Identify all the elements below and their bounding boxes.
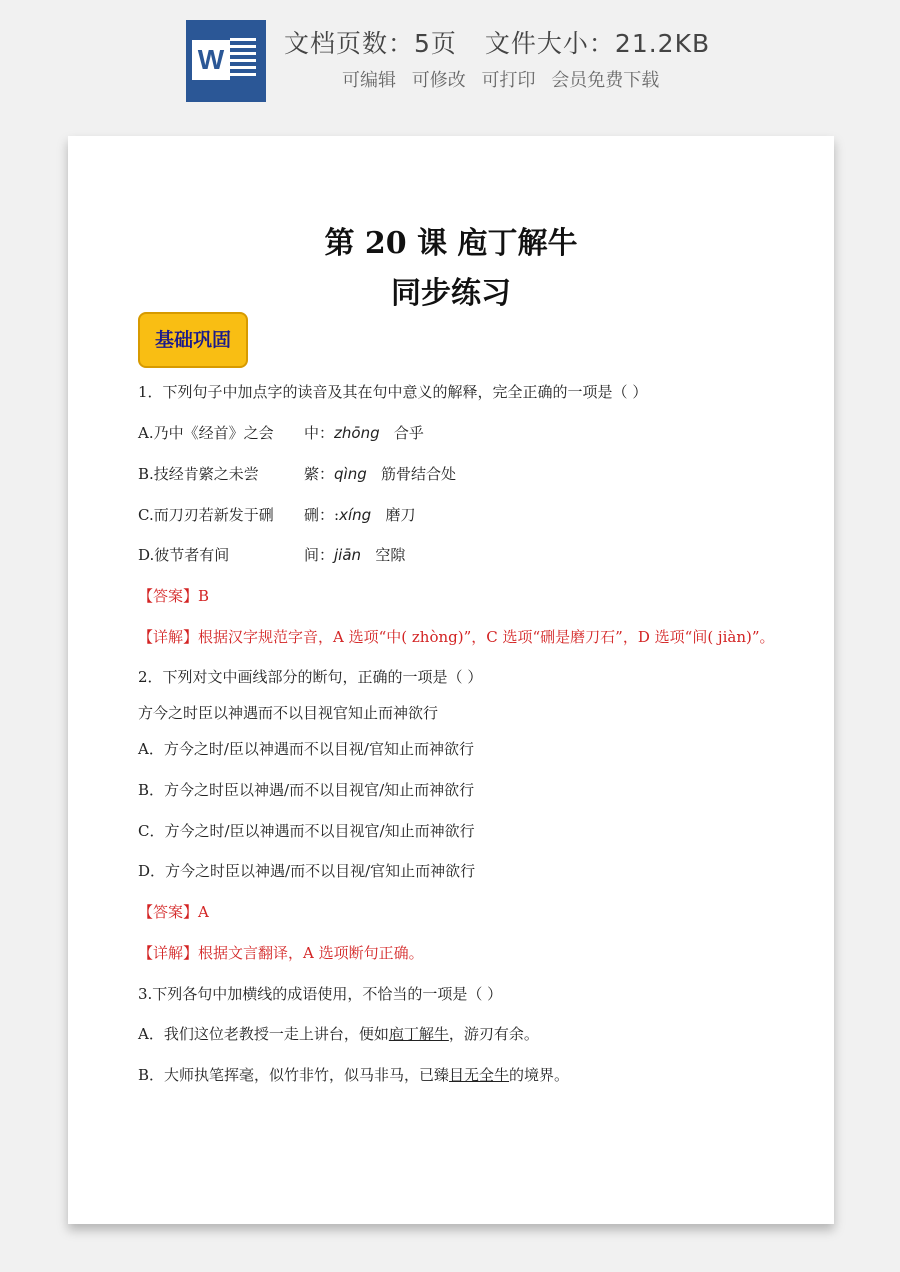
page-count: 文档页数：5页 xyxy=(284,29,457,58)
q2-option-d: D．方今之时臣以神遇/而不以目视/官知止而神欲行 xyxy=(138,862,476,880)
q2-source: 方今之时臣以神遇而不以目视官知止而神欲行 xyxy=(138,704,439,722)
word-icon: W xyxy=(186,20,266,102)
doc-meta xyxy=(284,24,710,60)
q3-b-idiom: 目无全牛 xyxy=(449,1066,510,1084)
q1-option-a: A.乃中《经首》之会 中：zhōng 合乎 xyxy=(138,424,424,442)
q2-option-b: B．方今之时臣以神遇/而不以目视官/知止而神欲行 xyxy=(138,781,475,799)
q3-option-a: A．我们这位老教授一走上讲台，便如庖丁解牛，游刃有余。 xyxy=(138,1025,539,1043)
document-page xyxy=(68,136,834,1224)
q2-explanation: 【详解】根据文言翻译，A 选项断句正确。 xyxy=(138,944,424,962)
feature-editable: 可编辑 xyxy=(342,70,396,91)
q1-explanation: 【详解】根据汉字规范字音，A 选项“中( zhòng)”，C 选项“硎是磨刀石”，D 选项“间( jiàn)”。 xyxy=(138,628,775,646)
feature-free-download: 会员免费下载 xyxy=(551,70,660,91)
feature-list xyxy=(342,66,669,92)
q2-stem: 2．下列对文中画线部分的断句，正确的一项是（ ） xyxy=(138,668,483,686)
q1-answer: 【答案】B xyxy=(138,587,210,605)
q3-stem: 3.下列各句中加横线的成语使用，不恰当的一项是（ ） xyxy=(138,985,503,1003)
file-size: 文件大小：21.2KB xyxy=(484,29,711,58)
q3-option-b: B．大师执笔挥毫，似竹非竹，似马非马，已臻目无全牛的境界。 xyxy=(138,1066,570,1084)
q1-option-c: C.而刀刃若新发于硎 硎：:xíng 磨刀 xyxy=(138,506,416,524)
q1-option-d: D.彼节者有间 间：jiān 空隙 xyxy=(138,546,406,564)
q1-option-b: B.技经肯綮之未尝 綮：qìng 筋骨结合处 xyxy=(138,465,457,483)
q2-option-a: A．方今之时/臣以神遇而不以目视/官知止而神欲行 xyxy=(138,740,474,758)
feature-modifiable: 可修改 xyxy=(411,70,466,91)
download-header xyxy=(0,0,900,120)
section-badge: 基础巩固 xyxy=(138,312,248,368)
q2-answer: 【答案】A xyxy=(138,903,209,921)
lesson-title: 第 20 课 庖丁解牛 xyxy=(324,226,578,261)
feature-printable: 可打印 xyxy=(481,70,536,91)
q1-stem: 1．下列句子中加点字的读音及其在句中意义的解释，完全正确的一项是（ ） xyxy=(138,383,648,401)
q2-option-c: C．方今之时/臣以神遇而不以目视官/知止而神欲行 xyxy=(138,822,475,840)
q3-a-idiom: 庖丁解牛 xyxy=(388,1025,449,1043)
lesson-subtitle: 同步练习 xyxy=(391,276,511,311)
